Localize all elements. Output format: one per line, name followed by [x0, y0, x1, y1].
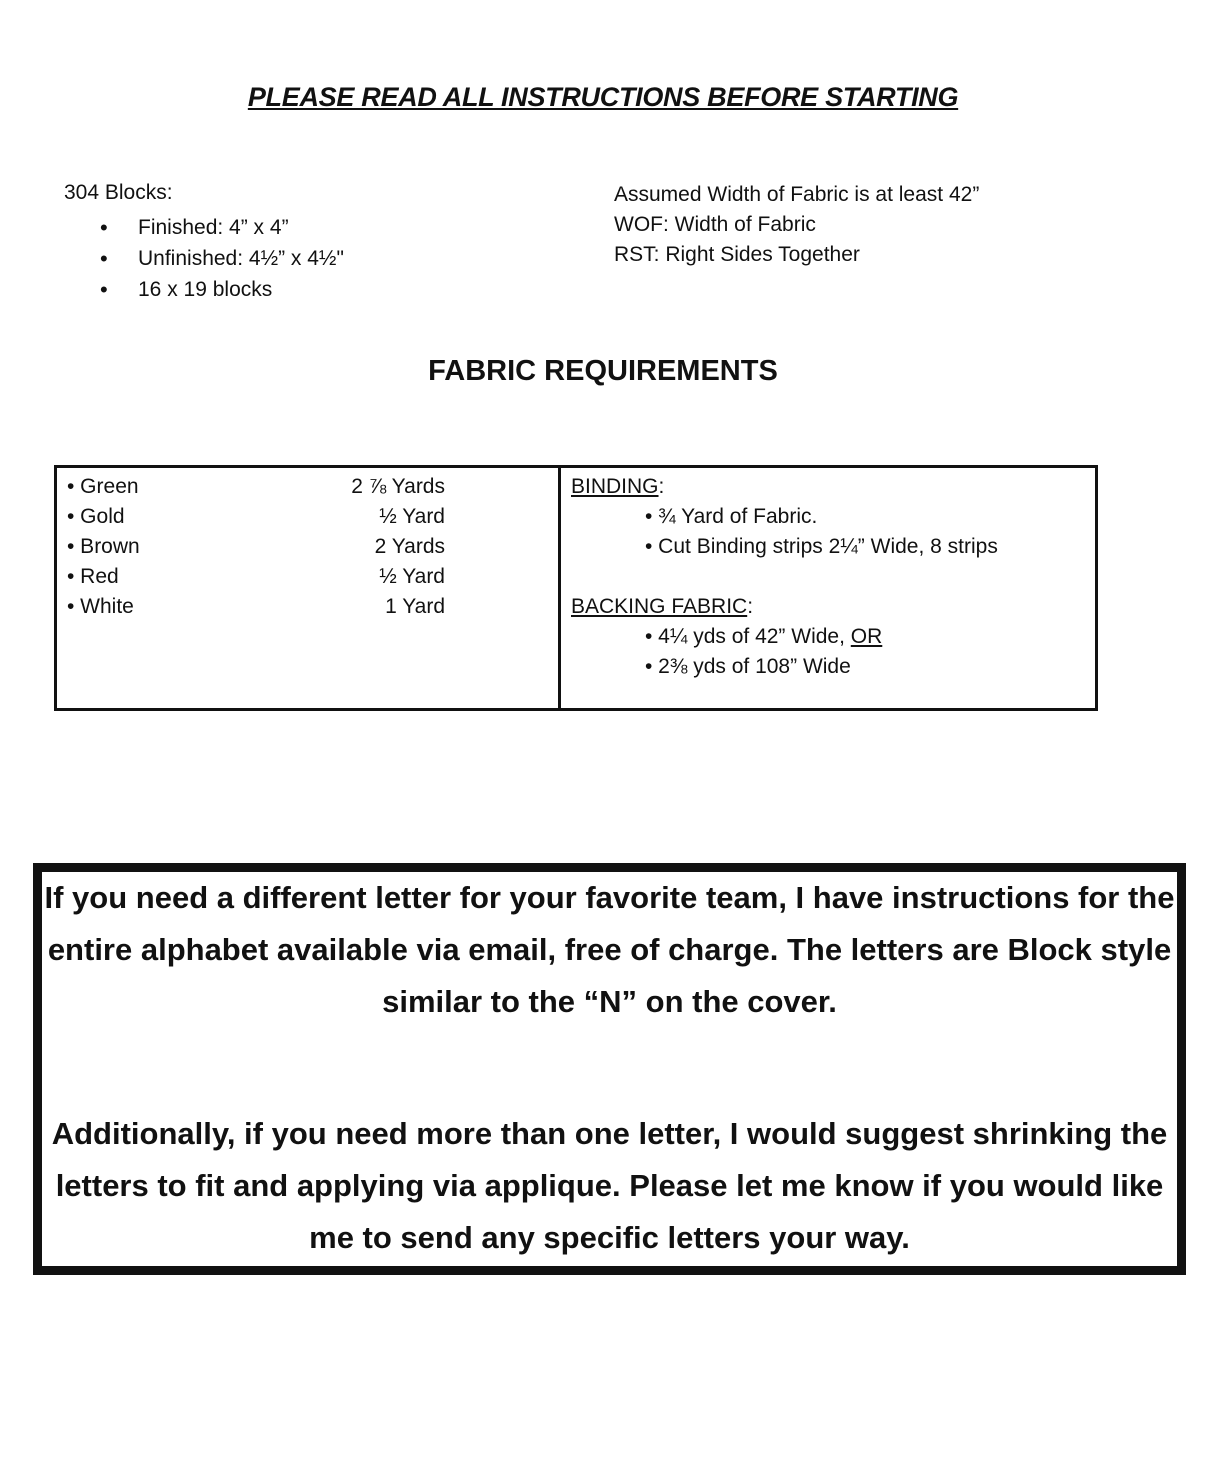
fabric-note-width: Assumed Width of Fabric is at least 42”	[614, 183, 980, 206]
block-info-finished: • Finished: 4” x 4”	[64, 212, 344, 243]
fabric-note-rst: RST: Right Sides Together	[614, 243, 860, 266]
fabric-quantity: ½ Yard	[379, 505, 445, 528]
block-info-unfinished: • Unfinished: 4½” x 4½"	[64, 243, 344, 274]
binding-item: • ¾ Yard of Fabric.	[645, 505, 818, 528]
fabric-quantity: 2 Yards	[374, 535, 445, 558]
fabric-requirements-table	[54, 465, 1098, 711]
block-count: 304 Blocks:	[64, 181, 173, 204]
block-info-grid: • 16 x 19 blocks	[64, 274, 344, 305]
fabric-color: • Gold	[67, 505, 125, 528]
fabric-color: • Brown	[67, 535, 140, 558]
fabric-color: • White	[67, 595, 134, 618]
backing-title: BACKING FABRIC:	[571, 595, 754, 618]
fabric-quantity: ½ Yard	[379, 565, 445, 588]
block-info	[64, 180, 344, 305]
fabric-note-wof: WOF: Width of Fabric	[614, 213, 816, 236]
fabric-notes	[614, 180, 979, 270]
fabric-color: • Red	[67, 565, 119, 588]
fabric-requirements-title: FABRIC REQUIREMENTS	[428, 355, 778, 387]
alphabet-note	[33, 863, 1186, 1275]
fabric-quantity: 2 ⅞ Yards	[351, 475, 445, 498]
note-paragraph: Additionally, if you need more than one letter, I would suggest shrinking the letters to fit and applying via applique. Please let me know if you would like me to send any specific letters your way.	[51, 1116, 1168, 1255]
backing-item: • 4¼ yds of 42” Wide, OR	[645, 625, 883, 648]
binding-backing	[561, 468, 1095, 708]
note-paragraph: If you need a different letter for your favorite team, I have instructions for the entire alphabet available via email, free of charge. The letters are Block style similar to the “N” on the cover.	[44, 880, 1175, 1019]
fabric-quantity: 1 Yard	[385, 595, 445, 618]
binding-item: • Cut Binding strips 2¼” Wide, 8 strips	[645, 535, 998, 558]
block-info-list	[64, 212, 344, 305]
page-heading: PLEASE READ ALL INSTRUCTIONS BEFORE STARTING	[247, 82, 959, 112]
fabric-list	[57, 468, 561, 708]
backing-item: • 2⅜ yds of 108” Wide	[645, 655, 851, 678]
binding-title: BINDING:	[571, 475, 665, 498]
fabric-color: • Green	[67, 475, 139, 498]
